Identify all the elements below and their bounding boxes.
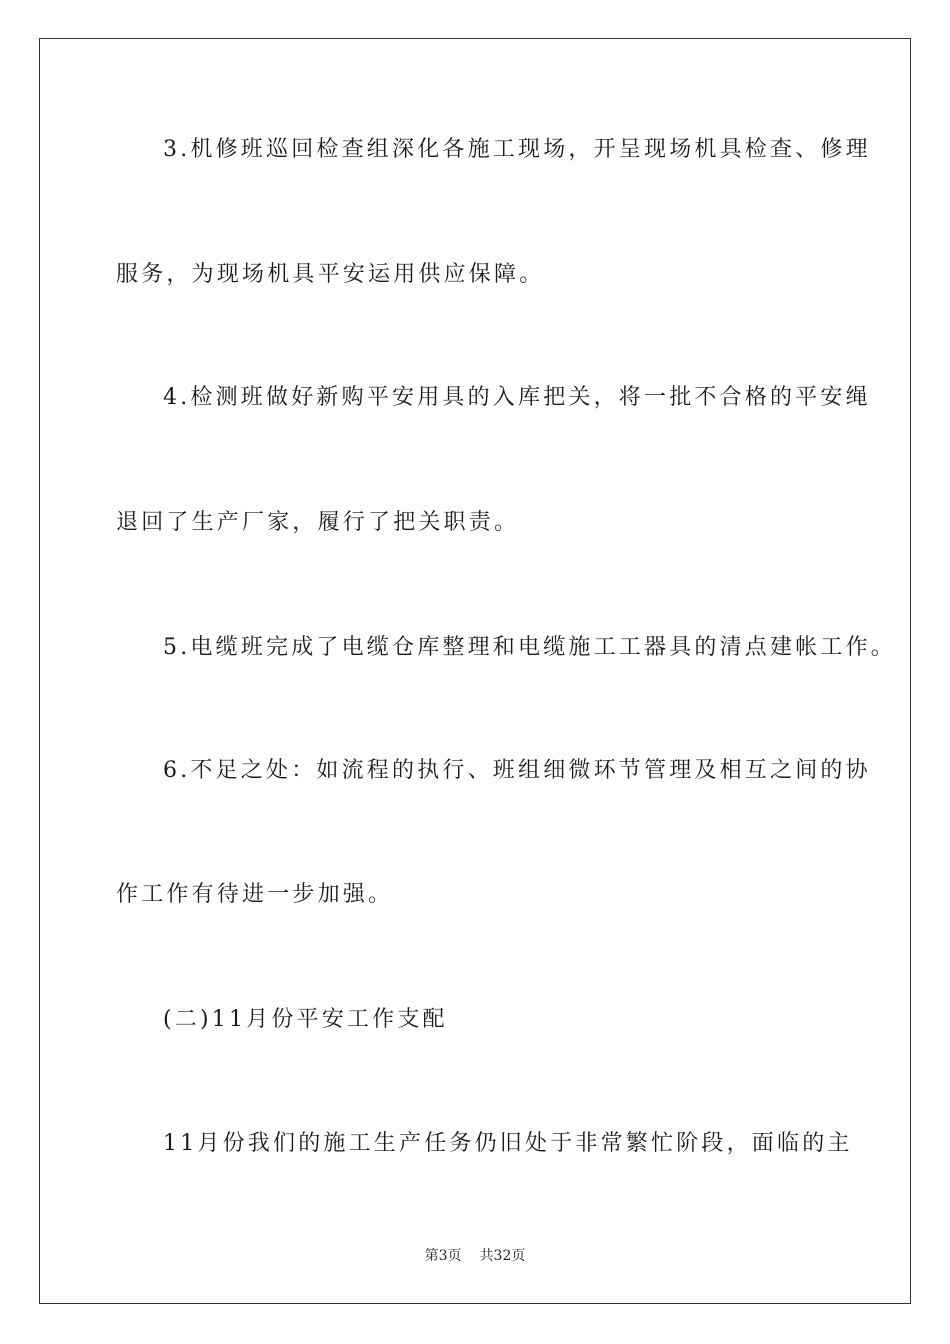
paragraph-line: 6.不足之处：如流程的执行、班组细微环节管理及相互之间的协 — [163, 758, 871, 783]
page-frame — [39, 38, 911, 1304]
page-total: 共32页 — [479, 1248, 526, 1264]
paragraph-line: 3.机修班巡回检查组深化各施工现场，开呈现场机具检查、修理 — [163, 137, 871, 162]
paragraph-line: 11月份我们的施工生产任务仍旧处于非常繁忙阶段，面临的主 — [163, 1131, 853, 1156]
paragraph-line: 作工作有待进一步加强。 — [116, 882, 394, 907]
paragraph-line: 5.电缆班完成了电缆仓库整理和电缆施工工器具的清点建帐工作。 — [163, 635, 896, 660]
page-footer — [0, 1246, 950, 1266]
paragraph-line: 退回了生产厂家，履行了把关职责。 — [116, 510, 520, 535]
paragraph-line: 4.检测班做好新购平安用具的入库把关，将一批不合格的平安绳 — [163, 385, 871, 410]
paragraph-line: 服务，为现场机具平安运用供应保障。 — [116, 262, 545, 287]
page-number: 第3页 — [424, 1248, 462, 1264]
section-heading: (二)11月份平安工作支配 — [163, 1007, 448, 1032]
